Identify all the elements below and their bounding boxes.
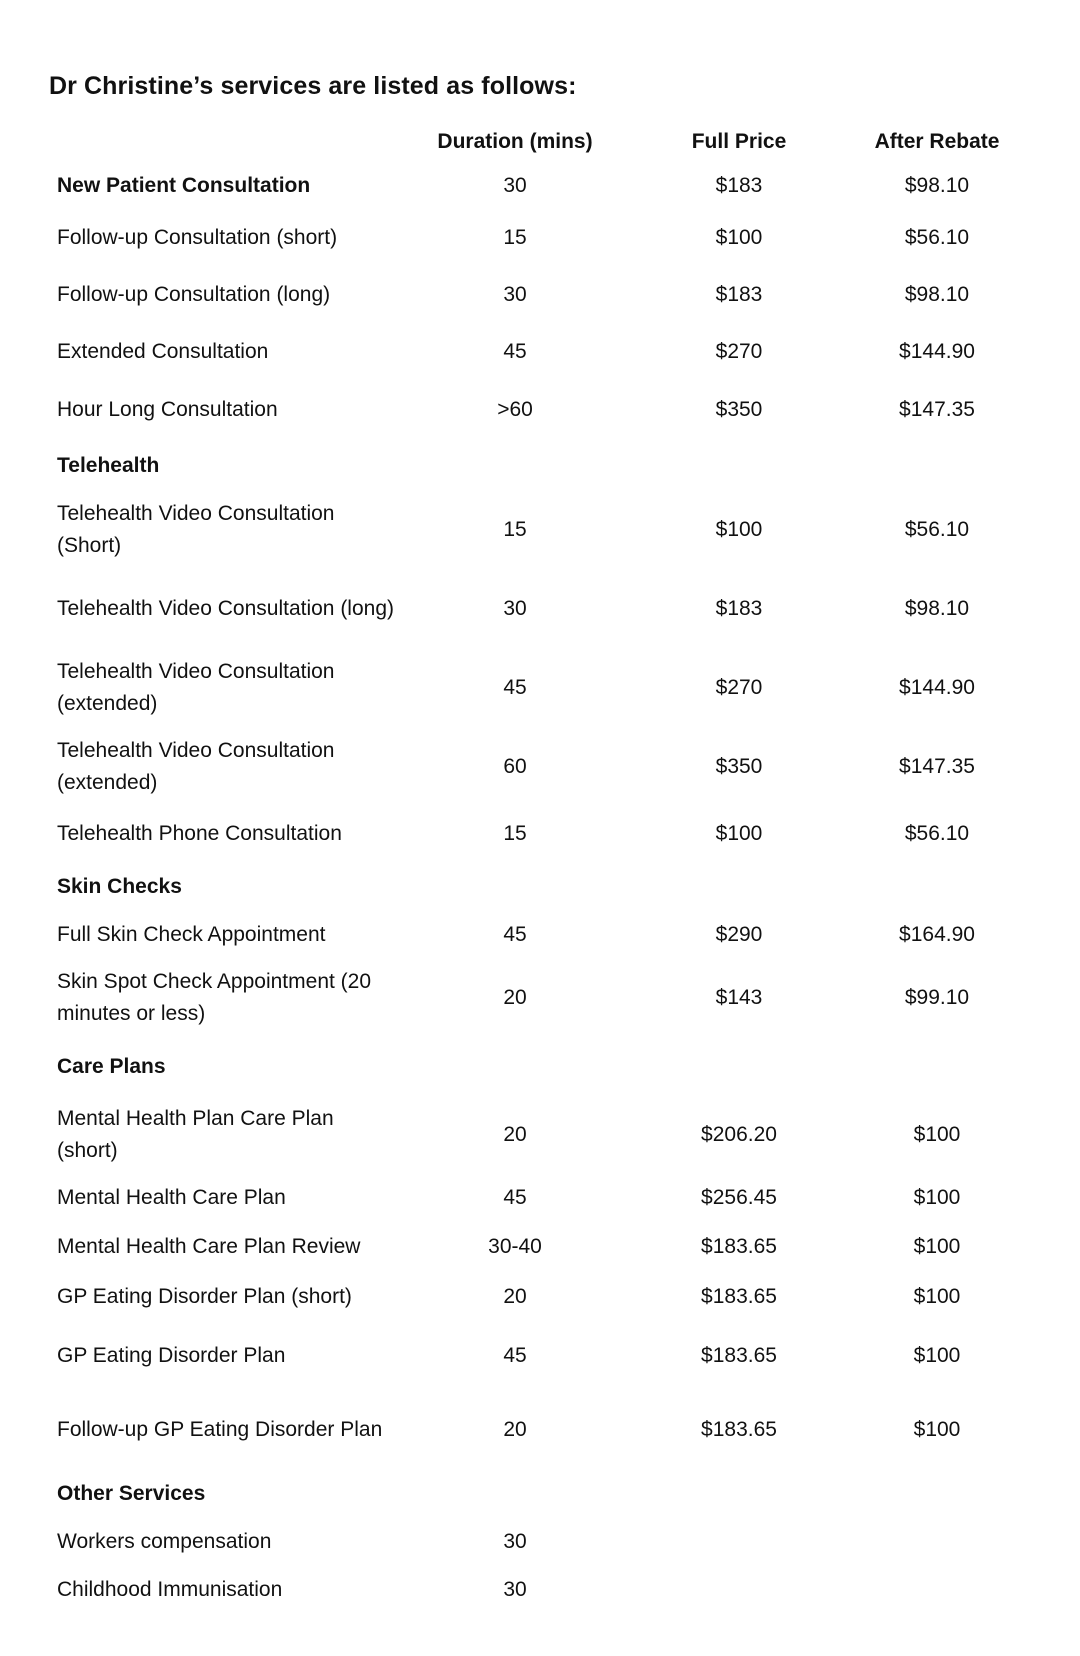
table-row — [0, 168, 1080, 204]
rebate-value: $56.10 — [904, 822, 970, 845]
full-price-value: $100 — [715, 822, 763, 845]
section-heading — [0, 1049, 1080, 1085]
table-row — [0, 816, 1080, 852]
table-row — [0, 1572, 1080, 1608]
duration-value: 30 — [503, 174, 527, 197]
section-title: Skin Checks — [57, 875, 182, 898]
table-row — [0, 1396, 1080, 1464]
table-row — [0, 733, 1080, 801]
table-row — [0, 575, 1080, 643]
duration-value: 15 — [503, 518, 527, 541]
service-name: New Patient Consultation — [57, 174, 311, 197]
table-row — [0, 654, 1080, 722]
section-title: Telehealth — [57, 454, 160, 477]
rebate-value: $99.10 — [904, 986, 970, 1009]
service-name: Telehealth Video Consultation (extended) — [57, 660, 335, 715]
duration-value: 45 — [503, 923, 527, 946]
table-row — [0, 1524, 1080, 1560]
rebate-value: $100 — [913, 1235, 961, 1258]
table-row — [0, 1338, 1080, 1374]
duration-value: 20 — [503, 1123, 527, 1146]
section-heading — [0, 1476, 1080, 1512]
service-name: Follow-up Consultation (long) — [57, 283, 331, 306]
duration-value: 45 — [503, 340, 527, 363]
header-after-rebate: After Rebate — [874, 130, 1000, 153]
service-name: Childhood Immunisation — [57, 1578, 283, 1601]
rebate-value: $100 — [913, 1186, 961, 1209]
rebate-value: $144.90 — [899, 340, 975, 363]
service-name: Extended Consultation — [57, 340, 269, 363]
service-name: GP Eating Disorder Plan — [57, 1344, 286, 1367]
rebate-value: $98.10 — [904, 283, 970, 306]
table-row — [0, 334, 1080, 370]
service-name: Mental Health Care Plan — [57, 1186, 286, 1209]
duration-value: 30 — [503, 1578, 527, 1601]
full-price-value: $270 — [715, 340, 763, 363]
duration-value: 60 — [503, 755, 527, 778]
rebate-value: $164.90 — [899, 923, 975, 946]
service-name: Mental Health Care Plan Review — [57, 1235, 361, 1258]
table-row — [0, 1180, 1080, 1216]
duration-value: >60 — [497, 398, 533, 421]
section-heading — [0, 448, 1080, 484]
service-name: Telehealth Video Consultation (extended) — [57, 739, 335, 794]
rebate-value: $56.10 — [904, 226, 970, 249]
header-duration: Duration (mins) — [437, 130, 593, 153]
full-price-value: $270 — [715, 676, 763, 699]
full-price-value: $183.65 — [701, 1285, 777, 1308]
full-price-value: $350 — [715, 398, 763, 421]
rebate-value: $144.90 — [899, 676, 975, 699]
duration-value: 30 — [503, 283, 527, 306]
service-name: Telehealth Video Consultation (Short) — [57, 502, 335, 557]
rebate-value: $147.35 — [899, 755, 975, 778]
table-row — [0, 1101, 1080, 1169]
full-price-value: $183.65 — [701, 1235, 777, 1258]
service-name: Full Skin Check Appointment — [57, 923, 326, 946]
page-title: Dr Christine’s services are listed as follows: — [49, 72, 577, 100]
duration-value: 15 — [503, 822, 527, 845]
rebate-value: $100 — [913, 1123, 961, 1146]
table-row — [0, 392, 1080, 428]
service-name: Telehealth Video Consultation (long) — [57, 597, 395, 620]
duration-value: 45 — [503, 676, 527, 699]
rebate-value: $147.35 — [899, 398, 975, 421]
service-name: Follow-up Consultation (short) — [57, 226, 338, 249]
duration-value: 15 — [503, 226, 527, 249]
table-row — [0, 277, 1080, 313]
table-row — [0, 1229, 1080, 1265]
full-price-value: $100 — [715, 518, 763, 541]
full-price-value: $256.45 — [701, 1186, 777, 1209]
full-price-value: $290 — [715, 923, 763, 946]
duration-value: 30-40 — [488, 1235, 542, 1258]
service-name: Telehealth Phone Consultation — [57, 822, 342, 845]
duration-value: 20 — [503, 1418, 527, 1441]
full-price-value: $183.65 — [701, 1344, 777, 1367]
rebate-value: $98.10 — [904, 597, 970, 620]
section-heading — [0, 869, 1080, 905]
table-row — [0, 917, 1080, 953]
rebate-value: $100 — [913, 1418, 961, 1441]
service-name: Workers compensation — [57, 1530, 272, 1553]
duration-value: 20 — [503, 1285, 527, 1308]
table-row — [0, 964, 1080, 1032]
duration-value: 20 — [503, 986, 527, 1009]
rebate-value: $100 — [913, 1344, 961, 1367]
full-price-value: $206.20 — [701, 1123, 777, 1146]
full-price-value: $183 — [715, 174, 763, 197]
service-name: GP Eating Disorder Plan (short) — [57, 1285, 352, 1308]
full-price-value: $350 — [715, 755, 763, 778]
full-price-value: $183 — [715, 283, 763, 306]
full-price-value: $100 — [715, 226, 763, 249]
section-title: Other Services — [57, 1482, 206, 1505]
rebate-value: $98.10 — [904, 174, 970, 197]
full-price-value: $183 — [715, 597, 763, 620]
service-name: Mental Health Plan Care Plan (short) — [57, 1107, 334, 1162]
service-name: Hour Long Consultation — [57, 398, 278, 421]
duration-value: 30 — [503, 1530, 527, 1553]
section-title: Care Plans — [57, 1055, 166, 1078]
full-price-value: $183.65 — [701, 1418, 777, 1441]
rebate-value: $56.10 — [904, 518, 970, 541]
service-name: Skin Spot Check Appointment (20 minutes or less) — [57, 970, 372, 1025]
table-row — [0, 496, 1080, 564]
header-full-price: Full Price — [691, 130, 787, 153]
table-row — [0, 220, 1080, 256]
duration-value: 30 — [503, 597, 527, 620]
duration-value: 45 — [503, 1344, 527, 1367]
table-row — [0, 1279, 1080, 1315]
duration-value: 45 — [503, 1186, 527, 1209]
service-name: Follow-up GP Eating Disorder Plan — [57, 1418, 383, 1441]
full-price-value: $143 — [715, 986, 763, 1009]
rebate-value: $100 — [913, 1285, 961, 1308]
